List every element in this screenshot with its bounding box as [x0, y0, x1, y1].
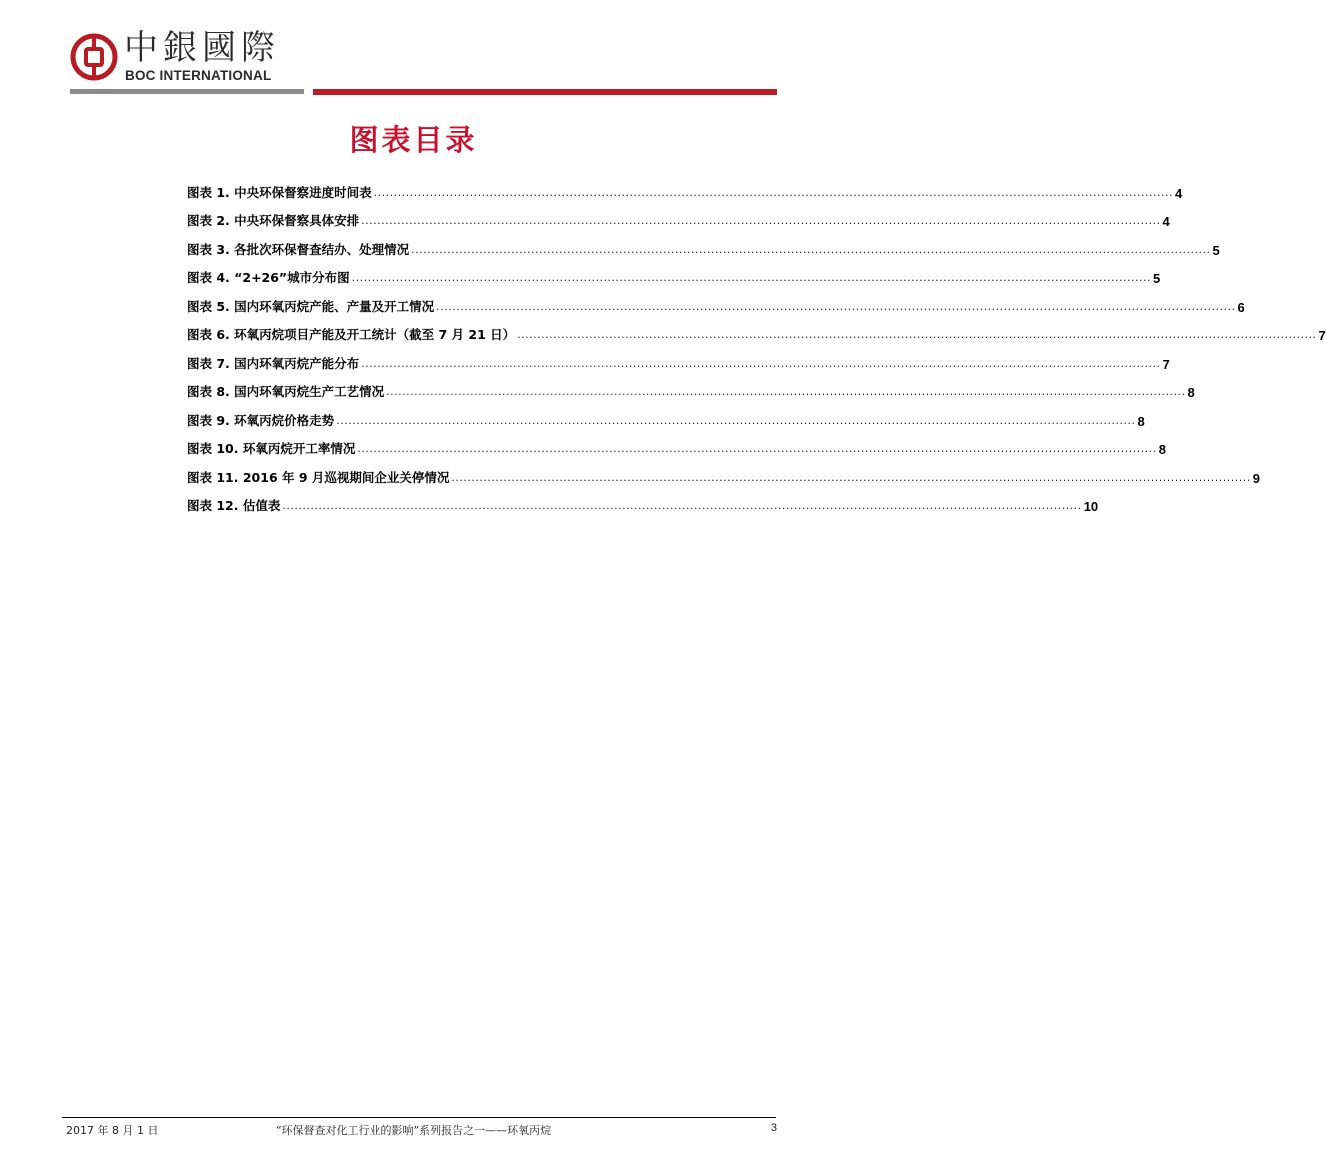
- logo-chinese-name: 中銀國際: [124, 28, 280, 68]
- header-rule-red: [313, 89, 777, 95]
- toc-entry-label: 图表 1. 中央环保督察进度时间表: [187, 184, 372, 200]
- toc-entry-label: 图表 12. 估值表: [187, 498, 281, 513]
- toc-dot-leader: ........................................................................................................................................................................................................: [411, 242, 1211, 256]
- logo-english-name: BOC INTERNATIONAL: [125, 68, 272, 83]
- toc-entry[interactable]: [187, 229, 1220, 258]
- toc-entry[interactable]: [187, 172, 1183, 201]
- toc-dot-leader: ........................................................................................................................................................................................................: [357, 442, 1157, 455]
- toc-entry-page: 7: [1318, 328, 1326, 343]
- toc-dot-leader: ........................................................................................................................................................................................................: [361, 214, 1161, 227]
- toc-dot-leader: ........................................................................................................................................................................................................: [517, 328, 1317, 341]
- page-header: [0, 0, 827, 100]
- toc-entry-label: 图表 9. 环氧丙烷价格走势: [187, 412, 335, 428]
- toc-entry-label: 图表 11. 2016 年 9 月巡视期间企业关停情况: [187, 469, 450, 485]
- footer-page-number: 3: [770, 1122, 777, 1134]
- toc-entry[interactable]: [187, 486, 1099, 515]
- footer-date: 2017 年 8 月 1 日: [66, 1124, 159, 1137]
- toc-entry-label: 图表 8. 国内环氧丙烷生产工艺情况: [187, 384, 385, 399]
- toc-entry[interactable]: [187, 315, 1326, 344]
- toc-dot-leader: ........................................................................................................................................................................................................: [351, 271, 1151, 284]
- toc-dot-leader: ........................................................................................................................................................................................................: [436, 299, 1236, 313]
- toc-entry[interactable]: [187, 400, 1145, 429]
- toc-entry-page: 8: [1158, 442, 1166, 457]
- table-of-figures: [187, 172, 1326, 514]
- toc-entry-label: 图表 2. 中央环保督察具体安排: [187, 213, 360, 228]
- toc-entry-label: 图表 3. 各批次环保督查结办、处理情况: [187, 241, 410, 257]
- toc-entry[interactable]: [187, 343, 1170, 372]
- toc-entry-page: 8: [1187, 385, 1195, 400]
- toc-entry-page: 4: [1174, 185, 1183, 201]
- toc-entry-label: 图表 5. 国内环氧丙烷产能、产量及开工情况: [187, 298, 435, 314]
- toc-entry-label: 图表 4. “2+26”城市分布图: [187, 270, 350, 285]
- toc-entry-label: 图表 10. 环氧丙烷开工率情况: [187, 441, 356, 456]
- footer-rule: [62, 1117, 776, 1118]
- toc-dot-leader: ........................................................................................................................................................................................................: [386, 385, 1186, 398]
- toc-dot-leader: ........................................................................................................................................................................................................: [373, 185, 1173, 199]
- toc-title: 图表目录: [349, 123, 478, 157]
- toc-entry[interactable]: [187, 372, 1195, 401]
- toc-entry-page: 7: [1162, 356, 1170, 372]
- toc-entry-label: 图表 7. 国内环氧丙烷产能分布: [187, 355, 360, 371]
- toc-entry-page: 8: [1137, 413, 1145, 429]
- toc-entry-page: 9: [1252, 470, 1260, 486]
- header-rule-grey: [70, 89, 304, 94]
- toc-dot-leader: ........................................................................................................................................................................................................: [336, 413, 1136, 427]
- toc-entry[interactable]: [187, 286, 1245, 315]
- toc-entry-page: 4: [1162, 214, 1170, 229]
- toc-entry[interactable]: [187, 201, 1170, 230]
- toc-entry-page: 10: [1083, 499, 1099, 514]
- toc-dot-leader: ........................................................................................................................................................................................................: [451, 470, 1251, 484]
- toc-entry[interactable]: [187, 258, 1161, 287]
- toc-entry[interactable]: [187, 429, 1166, 458]
- toc-entry-label: 图表 6. 环氧丙烷项目产能及开工统计（截至 7 月 21 日）: [187, 327, 516, 342]
- toc-dot-leader: ........................................................................................................................................................................................................: [361, 356, 1161, 370]
- toc-entry[interactable]: [187, 457, 1260, 486]
- toc-entry-page: 5: [1152, 271, 1161, 286]
- boc-logo-icon: [71, 34, 117, 80]
- toc-entry-page: 6: [1237, 299, 1245, 315]
- toc-entry-page: 5: [1212, 242, 1220, 258]
- toc-dot-leader: ........................................................................................................................................................................................................: [282, 499, 1082, 512]
- footer-series-title: “环保督查对化工行业的影响”系列报告之一——环氧丙烷: [275, 1124, 552, 1137]
